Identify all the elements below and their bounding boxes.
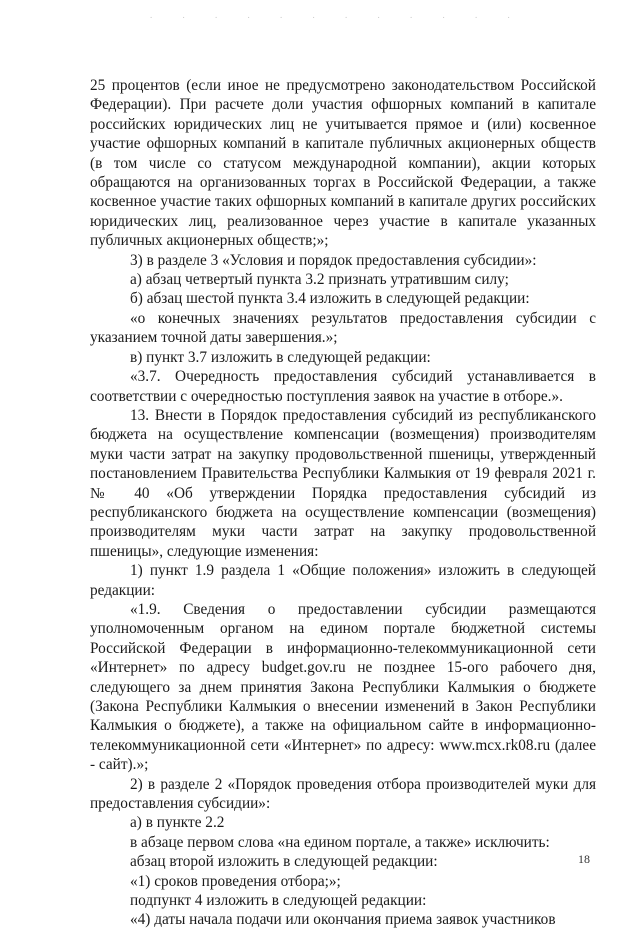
paragraph-item-a: а) абзац четвертый пункта 3.2 признать утратившим силу;: [130, 271, 509, 289]
paragraph-quote-4: «4) даты начала подачи или окончания приема заявок участников: [130, 911, 556, 929]
paragraph-quote-results: «о конечных значениях результатов предоставления субсидии с указанием точной даты завершения.»;: [90, 309, 596, 347]
paragraph-section-3: 3) в разделе 3 «Условия и порядок предоставления субсидии»:: [130, 251, 537, 269]
paragraph-subpoint-4: подпункт 4 изложить в следующей редакции:: [130, 892, 427, 910]
paragraph-quote-3-7: «3.7. Очередность предоставления субсидий устанавливается в соответствии с очередностью поступления заявок на участие в отборе.».: [90, 368, 596, 405]
paragraph-quote-1: «1) сроков проведения отбора;»;: [130, 872, 341, 890]
paragraph-item-1: 1) пункт 1.9 раздела 1 «Общие положения» изложить в следующей редакции:: [90, 562, 596, 599]
header-artifact: . . . . . . . . . . . .: [150, 10, 524, 20]
paragraph-item-2-a: а) в пункте 2.2: [130, 814, 225, 832]
paragraph-item-b: б) абзац шестой пункта 3.4 изложить в следующей редакции:: [130, 290, 530, 308]
paragraph-point-13: 13. Внести в Порядок предоставления субсидий из республиканского бюджета на осуществление компенсации (возмещения) производителям муки части затрат на закупку продовольственной пшеницы, утвержденный постановлением Правительства Республики Калмыкия от 19 февраля 2021 г. № 40 «Об утверждении Порядка предоставления субсидий из республиканского бюджета на осуществление компенсации (возмещения) производителям муки части затрат на закупку продовольственной пшеницы», следующие изменения:: [90, 406, 596, 560]
paragraph-item-v: в) пункт 3.7 изложить в следующей редакции:: [130, 348, 431, 366]
paragraph-item-2: 2) в разделе 2 «Порядок проведения отбора производителей муки для предоставления субсидии»:: [90, 775, 596, 813]
document-body: [90, 76, 596, 930]
paragraph-first-abzac: в абзаце первом слова «на едином портале, а также» исключить:: [130, 833, 550, 851]
paragraph-continuation: 25 процентов (если иное не предусмотрено законодательством Российской Федерации). При расчете доли участия офшорных компаний в капитале российских юридических лиц не учитывается прямое и (или) косвенное участие офшорных компаний в капитале публичных акционерных обществ (в том числе со статусом международной компании), акции которых обращаются на организованных торгах в Российской Федерации, а также косвенное участие таких офшорных компаний в капитале других российских юридических лиц, реализованное через участие в капитале указанных публичных акционерных обществ;»;: [90, 77, 596, 250]
page-number: 18: [578, 852, 590, 866]
paragraph-second-abzac: абзац второй изложить в следующей редакции:: [130, 853, 438, 871]
paragraph-quote-1-9: «1.9. Сведения о предоставлении субсидии размещаются уполномоченным органом на едином портале бюджетной системы Российской Федерации в информационно-телекоммуникационной сети «Интернет» по адресу budget.gov.ru не позднее 15-ого рабочего дня, следующего за днем принятия Закона Республики Калмыкия о бюджете (Закона Республики Калмыкия о внесении изменений в Закон Республики Калмыкия о бюджете), а также на официальном сайте в информационно-телекоммуникационной сети «Интернет» по адресу: www.mcx.rk08.ru (далее - сайт).»;: [90, 600, 596, 774]
